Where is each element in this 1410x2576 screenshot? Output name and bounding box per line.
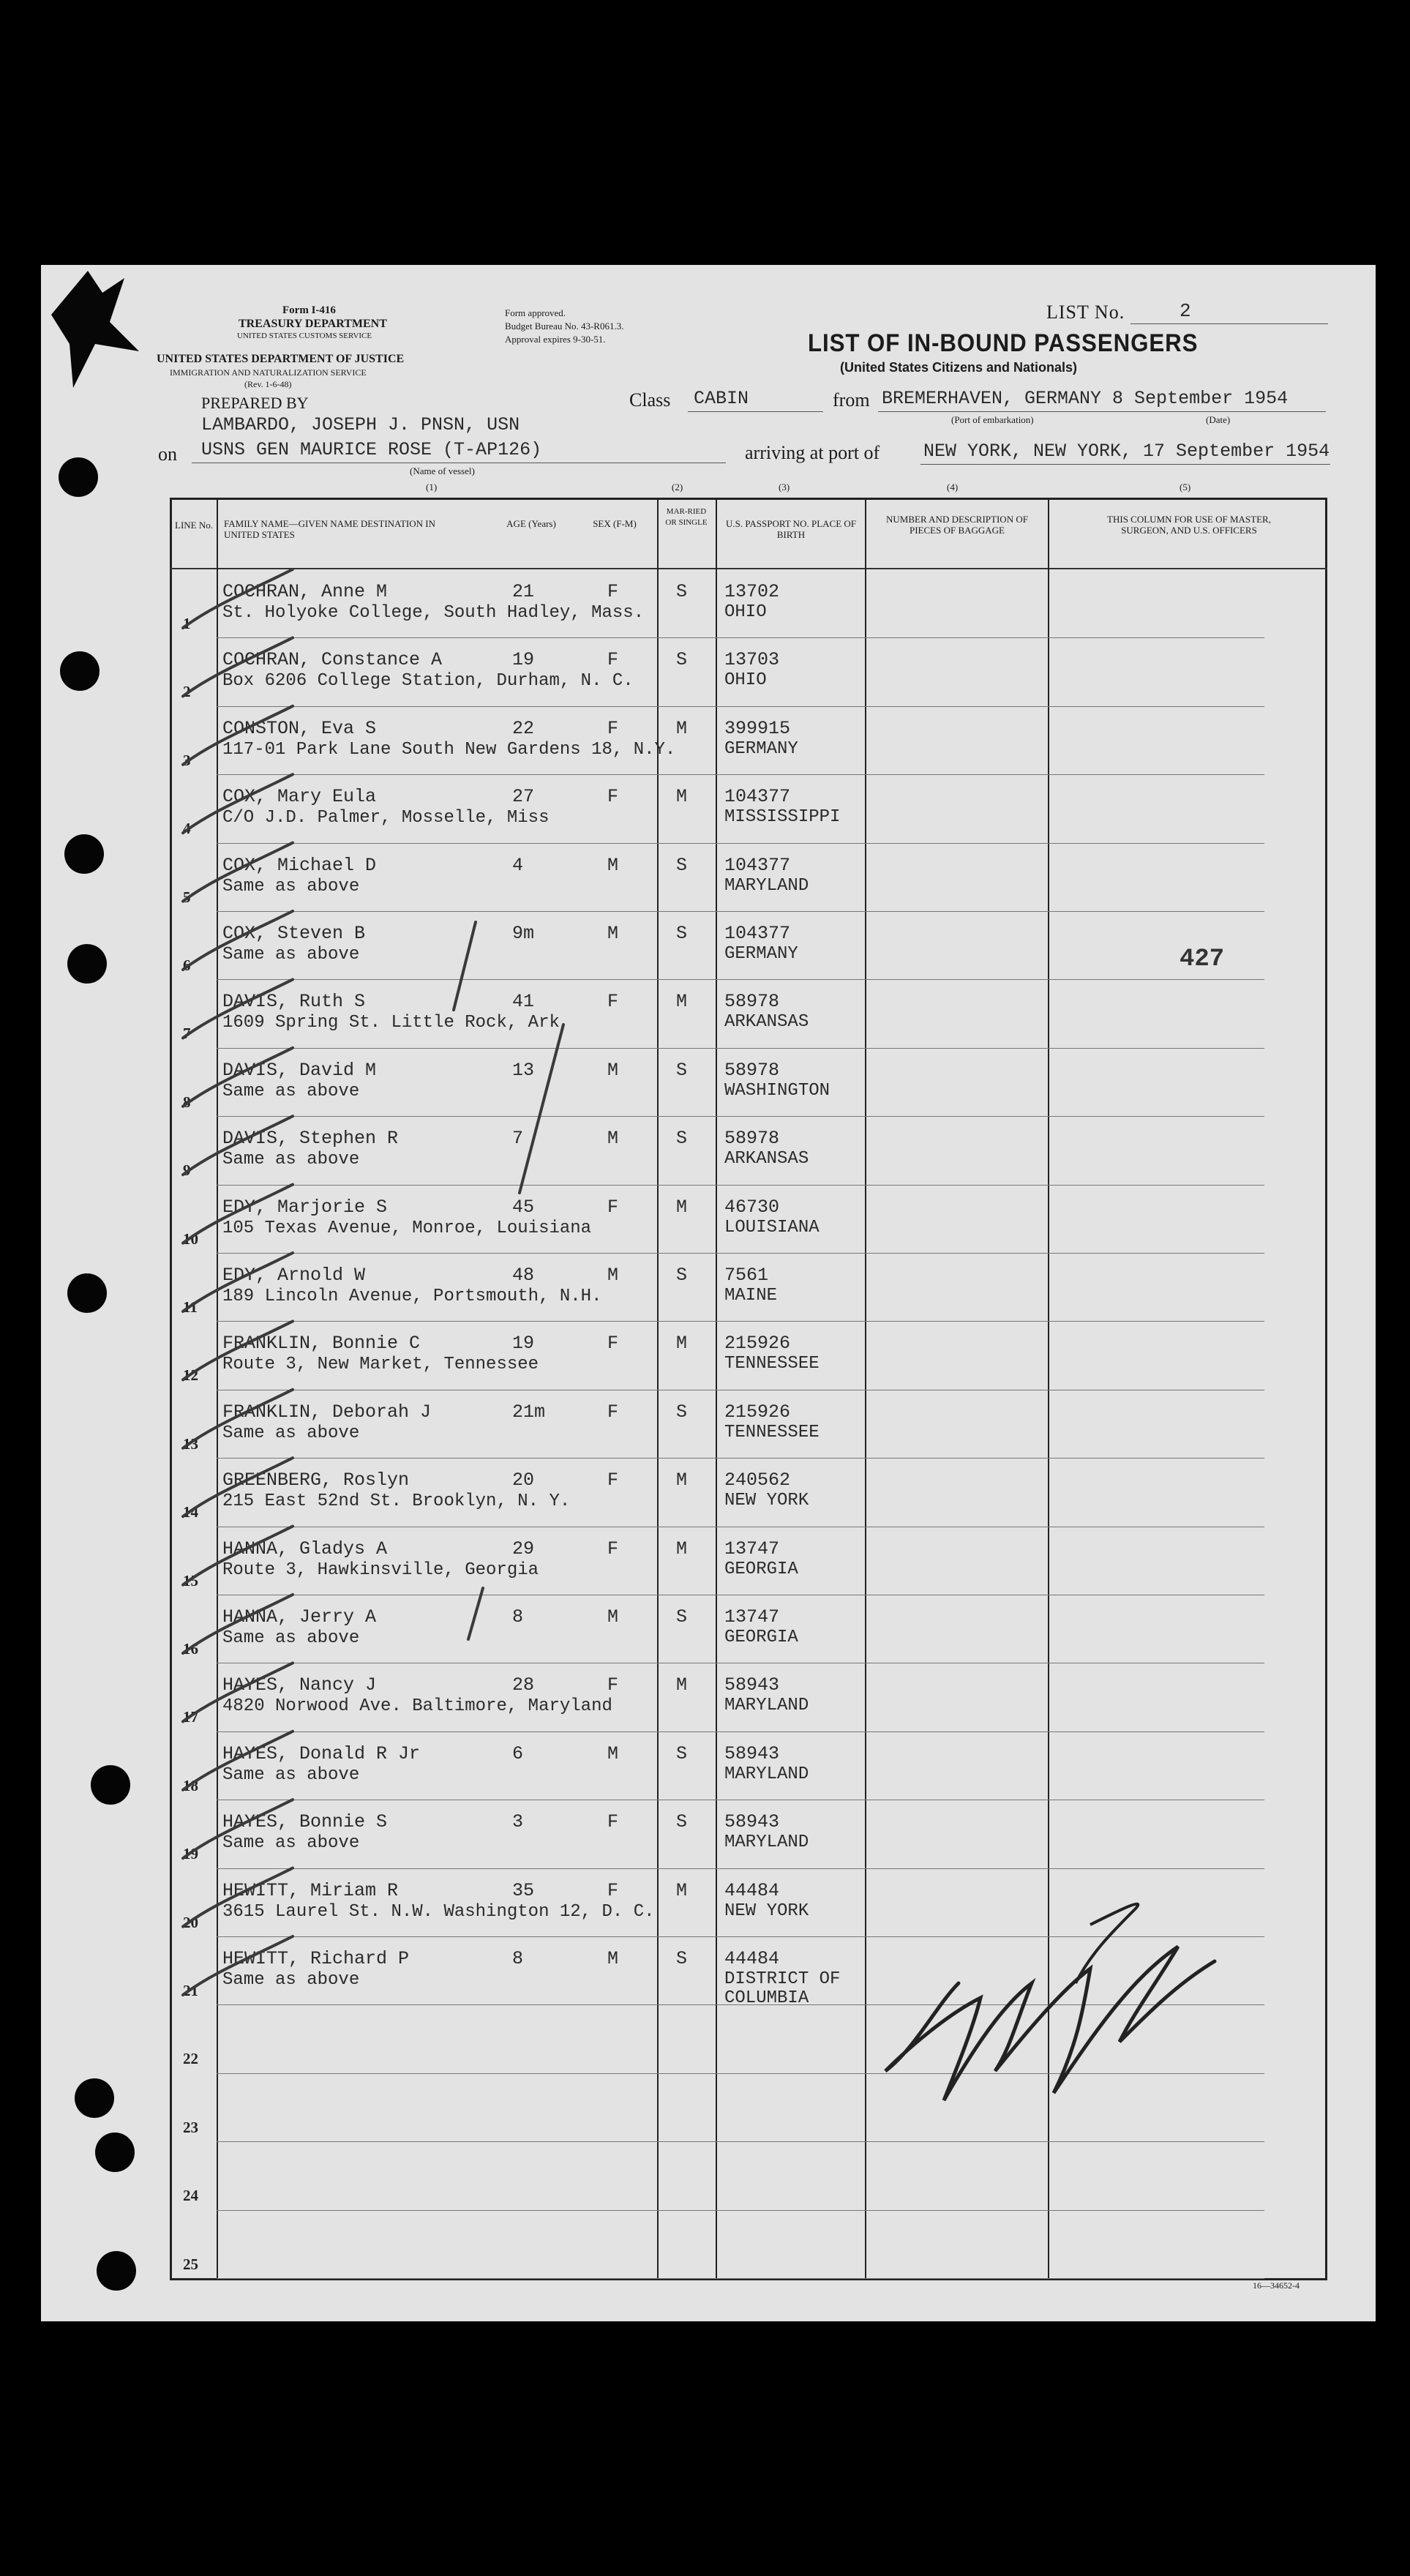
form-approved: Form approved. <box>505 307 566 318</box>
passport-number: 58943 <box>724 1811 780 1833</box>
row-rule <box>217 706 1264 707</box>
place-of-birth: GERMANY <box>724 944 798 964</box>
passport-number: 13703 <box>724 649 780 671</box>
row-rule <box>217 637 1264 638</box>
passenger-name: HANNA, Jerry A <box>222 1606 377 1628</box>
header-baggage: NUMBER AND DESCRIPTION OF PIECES OF BAGGAGE <box>886 514 1028 536</box>
line-number: 8 <box>183 1093 191 1111</box>
place-of-birth: NEW YORK <box>724 1491 809 1511</box>
marital-status: S <box>676 581 688 602</box>
line-number: 16 <box>183 1640 198 1658</box>
place-of-birth: ARKANSAS <box>724 1149 809 1169</box>
passenger-destination: 3615 Laurel St. N.W. Washington 12, D. C. <box>222 1901 655 1922</box>
passenger-age: 28 <box>512 1674 535 1696</box>
form-number: Form I-416 <box>282 304 336 316</box>
col-num-3: (3) <box>779 482 790 493</box>
passenger-name: EDY, Arnold W <box>222 1265 366 1286</box>
passenger-destination: 117-01 Park Lane South New Gardens 18, N.Y. <box>222 739 676 760</box>
place-of-birth: MARYLAND <box>724 1764 809 1784</box>
passenger-name: COX, Steven B <box>222 923 366 944</box>
passenger-sex: M <box>607 1606 619 1628</box>
passenger-age: 7 <box>512 1128 524 1150</box>
binder-hole <box>91 1765 130 1805</box>
passenger-name: HEWITT, Miriam R <box>222 1879 399 1901</box>
passenger-age: 22 <box>512 717 535 739</box>
passenger-destination: 1609 Spring St. Little Rock, Ark <box>222 1013 560 1033</box>
marital-status: S <box>676 1742 688 1764</box>
binder-hole <box>67 944 107 984</box>
prepared-by-value: LAMBARDO, JOSEPH J. PNSN, USN <box>201 414 520 435</box>
binder-hole <box>97 2251 136 2291</box>
passenger-destination: Same as above <box>222 1833 360 1854</box>
passport-number: 13747 <box>724 1606 780 1628</box>
passenger-destination: St. Holyoke College, South Hadley, Mass. <box>222 603 645 623</box>
passenger-sex: F <box>607 581 619 602</box>
line-number: 14 <box>183 1503 198 1521</box>
passenger-age: 8 <box>512 1948 524 1969</box>
passenger-name: HAYES, Donald R Jr <box>222 1742 421 1764</box>
passenger-age: 45 <box>512 1196 535 1218</box>
passenger-age: 41 <box>512 991 535 1013</box>
passenger-destination: Same as above <box>222 1150 360 1170</box>
line-number: 23 <box>183 2118 198 2136</box>
marital-status: S <box>676 649 688 671</box>
row-rule <box>217 1253 1264 1254</box>
place-of-birth: GEORGIA <box>724 1628 798 1647</box>
list-no-underline <box>1130 323 1328 324</box>
line-number: 11 <box>183 1298 198 1316</box>
binder-hole <box>64 834 104 874</box>
passenger-age: 8 <box>512 1606 524 1628</box>
row-rule <box>217 1458 1264 1459</box>
passenger-destination: Same as above <box>222 1764 360 1785</box>
line-number: 3 <box>183 751 191 769</box>
line-number: 9 <box>183 1161 191 1180</box>
place-of-birth: NEW YORK <box>724 1901 809 1921</box>
passenger-sex: F <box>607 649 619 671</box>
footer-code: 16—34652-4 <box>1253 2280 1300 2291</box>
marital-status: M <box>676 1879 688 1901</box>
marital-status: S <box>676 1811 688 1833</box>
passenger-sex: M <box>607 1128 619 1150</box>
passport-number: 104377 <box>724 923 791 944</box>
from-underline <box>878 411 1326 412</box>
passenger-sex: M <box>607 923 619 944</box>
passenger-destination: 215 East 52nd St. Brooklyn, N. Y. <box>222 1491 571 1512</box>
date-caption: (Date) <box>1206 414 1231 425</box>
line-number: 19 <box>183 1845 198 1863</box>
passenger-name: COCHRAN, Anne M <box>222 581 388 602</box>
from-value: BREMERHAVEN, GERMANY 8 September 1954 <box>882 388 1289 409</box>
approval-expires: Approval expires 9-30-51. <box>505 334 606 345</box>
place-of-birth: GERMANY <box>724 738 798 759</box>
row-rule <box>217 2141 1264 2142</box>
header-passport: U.S. PASSPORT NO. PLACE OF BIRTH <box>725 518 857 540</box>
vessel-caption: (Name of vessel) <box>410 465 475 476</box>
place-of-birth: MARYLAND <box>724 1832 809 1853</box>
passport-number: 58978 <box>724 1059 780 1081</box>
passenger-age: 3 <box>512 1811 524 1833</box>
marital-status: M <box>676 1469 688 1491</box>
line-number: 7 <box>183 1025 191 1043</box>
marital-status: S <box>676 1401 688 1423</box>
passenger-destination: Same as above <box>222 1628 360 1648</box>
passenger-destination: Same as above <box>222 876 360 896</box>
passenger-age: 19 <box>512 649 535 671</box>
passenger-age: 29 <box>512 1538 535 1560</box>
binder-hole <box>67 1273 107 1313</box>
line-number: 15 <box>183 1571 198 1590</box>
passenger-sex: F <box>607 1538 619 1560</box>
col-num-4: (4) <box>947 482 959 493</box>
marital-status: M <box>676 786 688 808</box>
place-of-birth: OHIO <box>724 602 767 622</box>
passenger-age: 35 <box>512 1879 535 1901</box>
official-signature <box>871 1881 1251 2122</box>
passenger-age: 4 <box>512 854 524 876</box>
line-number: 22 <box>183 2050 198 2068</box>
line-number: 17 <box>183 1708 198 1726</box>
passenger-name: CONSTON, Eva S <box>222 717 377 739</box>
torn-corner-mark <box>44 263 139 395</box>
passenger-age: 48 <box>512 1265 535 1286</box>
passport-number: 13747 <box>724 1538 780 1560</box>
passport-number: 104377 <box>724 786 791 808</box>
row-rule <box>217 1185 1264 1186</box>
passenger-sex: M <box>607 1948 619 1969</box>
revision-date: (Rev. 1-6-48) <box>244 379 292 389</box>
marital-status: S <box>676 854 688 876</box>
place-of-birth: TENNESSEE <box>724 1422 820 1442</box>
header-name: FAMILY NAME—GIVEN NAME DESTINATION IN UNITED STATES <box>224 518 436 540</box>
passport-number: 44484 <box>724 1948 780 1969</box>
passenger-sex: F <box>607 1879 619 1901</box>
line-number: 1 <box>183 615 191 632</box>
col-num-5: (5) <box>1180 482 1191 493</box>
passenger-destination: 4820 Norwood Ave. Baltimore, Maryland <box>222 1696 612 1717</box>
passenger-age: 6 <box>512 1742 524 1764</box>
passenger-sex: M <box>607 1265 619 1286</box>
passenger-destination: Route 3, Hawkinsville, Georgia <box>222 1560 539 1580</box>
passport-number: 58978 <box>724 1128 780 1150</box>
passport-number: 58943 <box>724 1674 780 1696</box>
passenger-age: 27 <box>512 786 535 808</box>
header-married: MAR-RIED OR SINGLE <box>665 507 708 527</box>
binder-hole <box>95 2133 135 2172</box>
line-number: 12 <box>183 1366 198 1385</box>
row-rule <box>217 979 1264 980</box>
passenger-name: COX, Mary Eula <box>222 786 377 808</box>
arriving-underline <box>920 464 1330 465</box>
passport-number: 240562 <box>724 1469 791 1491</box>
place-of-birth: DISTRICT OF COLUMBIA <box>724 1969 841 2008</box>
binder-hole <box>60 651 100 691</box>
place-of-birth: MAINE <box>724 1286 778 1306</box>
row-rule <box>217 843 1264 844</box>
place-of-birth: MISSISSIPPI <box>724 807 841 828</box>
place-of-birth: MARYLAND <box>724 1696 809 1716</box>
passport-number: 215926 <box>724 1401 791 1423</box>
from-label: from <box>833 389 870 411</box>
header-officers: THIS COLUMN FOR USE OF MASTER, SURGEON, AND U.S. OFFICERS <box>1107 514 1271 536</box>
passport-number: 44484 <box>724 1879 780 1901</box>
passenger-sex: F <box>607 1333 619 1355</box>
line-number: 2 <box>183 683 191 701</box>
header-rule <box>170 568 1327 569</box>
marital-status: S <box>676 1128 688 1150</box>
on-label: on <box>158 443 177 465</box>
passport-number: 13702 <box>724 581 780 602</box>
passenger-name: HAYES, Nancy J <box>222 1674 377 1696</box>
header-line-no: LINE No. <box>175 520 213 531</box>
passenger-destination: Same as above <box>222 1970 360 1990</box>
passenger-sex: M <box>607 854 619 876</box>
port-embarkation-caption: (Port of embarkation) <box>951 414 1034 425</box>
arriving-label: arriving at port of <box>745 442 880 463</box>
passenger-name: DAVIS, David M <box>222 1059 377 1081</box>
passport-number: 58943 <box>724 1742 780 1764</box>
marital-status: M <box>676 1333 688 1355</box>
passenger-destination: Same as above <box>222 945 360 965</box>
passenger-sex: F <box>607 717 619 739</box>
passenger-age: 20 <box>512 1469 535 1491</box>
marital-status: S <box>676 1059 688 1081</box>
line-number: 10 <box>183 1229 198 1248</box>
passport-number: 215926 <box>724 1333 791 1355</box>
passenger-destination: Same as above <box>222 1423 360 1443</box>
justice-dept: UNITED STATES DEPARTMENT OF JUSTICE <box>157 353 405 365</box>
page-title: LIST OF IN-BOUND PASSENGERS <box>808 329 1199 357</box>
passenger-name: FRANKLIN, Deborah J <box>222 1401 432 1423</box>
passenger-destination: Same as above <box>222 1081 360 1101</box>
passenger-destination: 189 Lincoln Avenue, Portsmouth, N.H. <box>222 1287 602 1306</box>
place-of-birth: ARKANSAS <box>724 1012 809 1033</box>
line-number: 5 <box>183 888 191 906</box>
binder-hole <box>75 2078 114 2118</box>
passenger-sex: M <box>607 1742 619 1764</box>
marital-status: M <box>676 1674 688 1696</box>
passenger-name: HAYES, Bonnie S <box>222 1811 388 1833</box>
marital-status: M <box>676 717 688 739</box>
col-num-2: (2) <box>672 482 683 493</box>
binder-hole <box>59 457 98 497</box>
passport-number: 399915 <box>724 717 791 739</box>
line-number: 20 <box>183 1913 198 1931</box>
list-no-label: LIST No. <box>1046 302 1125 323</box>
row-rule <box>217 2210 1264 2211</box>
marital-status: S <box>676 923 688 944</box>
row-rule <box>217 774 1264 775</box>
passenger-name: DAVIS, Ruth S <box>222 991 366 1013</box>
line-number: 21 <box>183 1982 198 1999</box>
row-rule <box>217 1048 1264 1049</box>
page-subtitle: (United States Citizens and Nationals) <box>840 360 1078 375</box>
place-of-birth: TENNESSEE <box>724 1354 820 1374</box>
marital-status: M <box>676 1538 688 1560</box>
passenger-sex: F <box>607 1196 619 1218</box>
passenger-age: 21 <box>512 581 535 602</box>
passport-number: 58978 <box>724 991 780 1013</box>
marital-status: S <box>676 1265 688 1286</box>
passenger-sex: F <box>607 786 619 808</box>
col-num-1: (1) <box>426 482 438 493</box>
place-of-birth: OHIO <box>724 670 767 691</box>
passenger-age: 13 <box>512 1059 535 1081</box>
class-underline <box>688 411 823 412</box>
passenger-name: FRANKLIN, Bonnie C <box>222 1333 421 1355</box>
budget-bureau-no: Budget Bureau No. 43-R061.3. <box>505 321 624 332</box>
marital-status: M <box>676 1196 688 1218</box>
treasury-dept: TREASURY DEPARTMENT <box>239 318 387 330</box>
ins-service: IMMIGRATION AND NATURALIZATION SERVICE <box>170 367 367 378</box>
prepared-by-label: PREPARED BY <box>201 394 309 412</box>
place-of-birth: LOUISIANA <box>724 1217 820 1238</box>
line-number: 13 <box>183 1434 198 1453</box>
passenger-destination: Route 3, New Market, Tennessee <box>222 1355 539 1375</box>
passenger-destination: 105 Texas Avenue, Monroe, Louisiana <box>222 1218 592 1238</box>
passenger-age: 21m <box>512 1401 546 1423</box>
passport-number: 7561 <box>724 1265 769 1286</box>
passenger-destination: C/O J.D. Palmer, Mosselle, Miss <box>222 808 550 828</box>
vessel-name: USNS GEN MAURICE ROSE (T-AP126) <box>201 439 542 460</box>
passenger-name: EDY, Marjorie S <box>222 1196 388 1218</box>
line-number: 24 <box>183 2187 198 2205</box>
customs-service: UNITED STATES CUSTOMS SERVICE <box>237 332 372 340</box>
marital-status: S <box>676 1606 688 1628</box>
passenger-name: GREENBERG, Roslyn <box>222 1469 410 1491</box>
line-number: 6 <box>183 956 191 974</box>
marital-status: S <box>676 1948 688 1969</box>
passenger-sex: F <box>607 1401 619 1423</box>
passport-number: 104377 <box>724 854 791 876</box>
place-of-birth: WASHINGTON <box>724 1080 830 1101</box>
passport-number: 46730 <box>724 1196 780 1218</box>
passenger-sex: F <box>607 1811 619 1833</box>
place-of-birth: MARYLAND <box>724 875 809 896</box>
line-number: 4 <box>183 820 191 838</box>
passenger-sex: M <box>607 1059 619 1081</box>
passenger-name: COX, Michael D <box>222 854 377 876</box>
passenger-name: COCHRAN, Constance A <box>222 649 443 671</box>
row-rule <box>217 1116 1264 1117</box>
class-label: Class <box>629 389 671 411</box>
row-rule <box>217 1321 1264 1322</box>
line-number: 25 <box>183 2255 198 2273</box>
row-rule <box>217 911 1264 912</box>
stamp-number: 427 <box>1180 946 1225 973</box>
passenger-sex: F <box>607 991 619 1013</box>
passenger-name: DAVIS, Stephen R <box>222 1128 399 1150</box>
header-sex: SEX (F-M) <box>593 518 637 529</box>
row-rule <box>217 1731 1264 1732</box>
marital-status: M <box>676 991 688 1013</box>
passenger-age: 9m <box>512 923 535 944</box>
passenger-sex: F <box>607 1469 619 1491</box>
passenger-age: 19 <box>512 1333 535 1355</box>
list-no-value: 2 <box>1180 300 1191 322</box>
arriving-value: NEW YORK, NEW YORK, 17 September 1954 <box>923 441 1330 462</box>
place-of-birth: GEORGIA <box>724 1559 798 1579</box>
passenger-name: HANNA, Gladys A <box>222 1538 388 1560</box>
passenger-destination: Box 6206 College Station, Durham, N. C. <box>222 671 634 692</box>
row-rule <box>217 1868 1264 1869</box>
line-number: 18 <box>183 1776 198 1794</box>
row-rule <box>217 2278 1264 2279</box>
passenger-sex: F <box>607 1674 619 1696</box>
header-age: AGE (Years) <box>506 518 556 529</box>
class-value: CABIN <box>694 388 749 409</box>
passenger-name: HEWITT, Richard P <box>222 1948 410 1969</box>
